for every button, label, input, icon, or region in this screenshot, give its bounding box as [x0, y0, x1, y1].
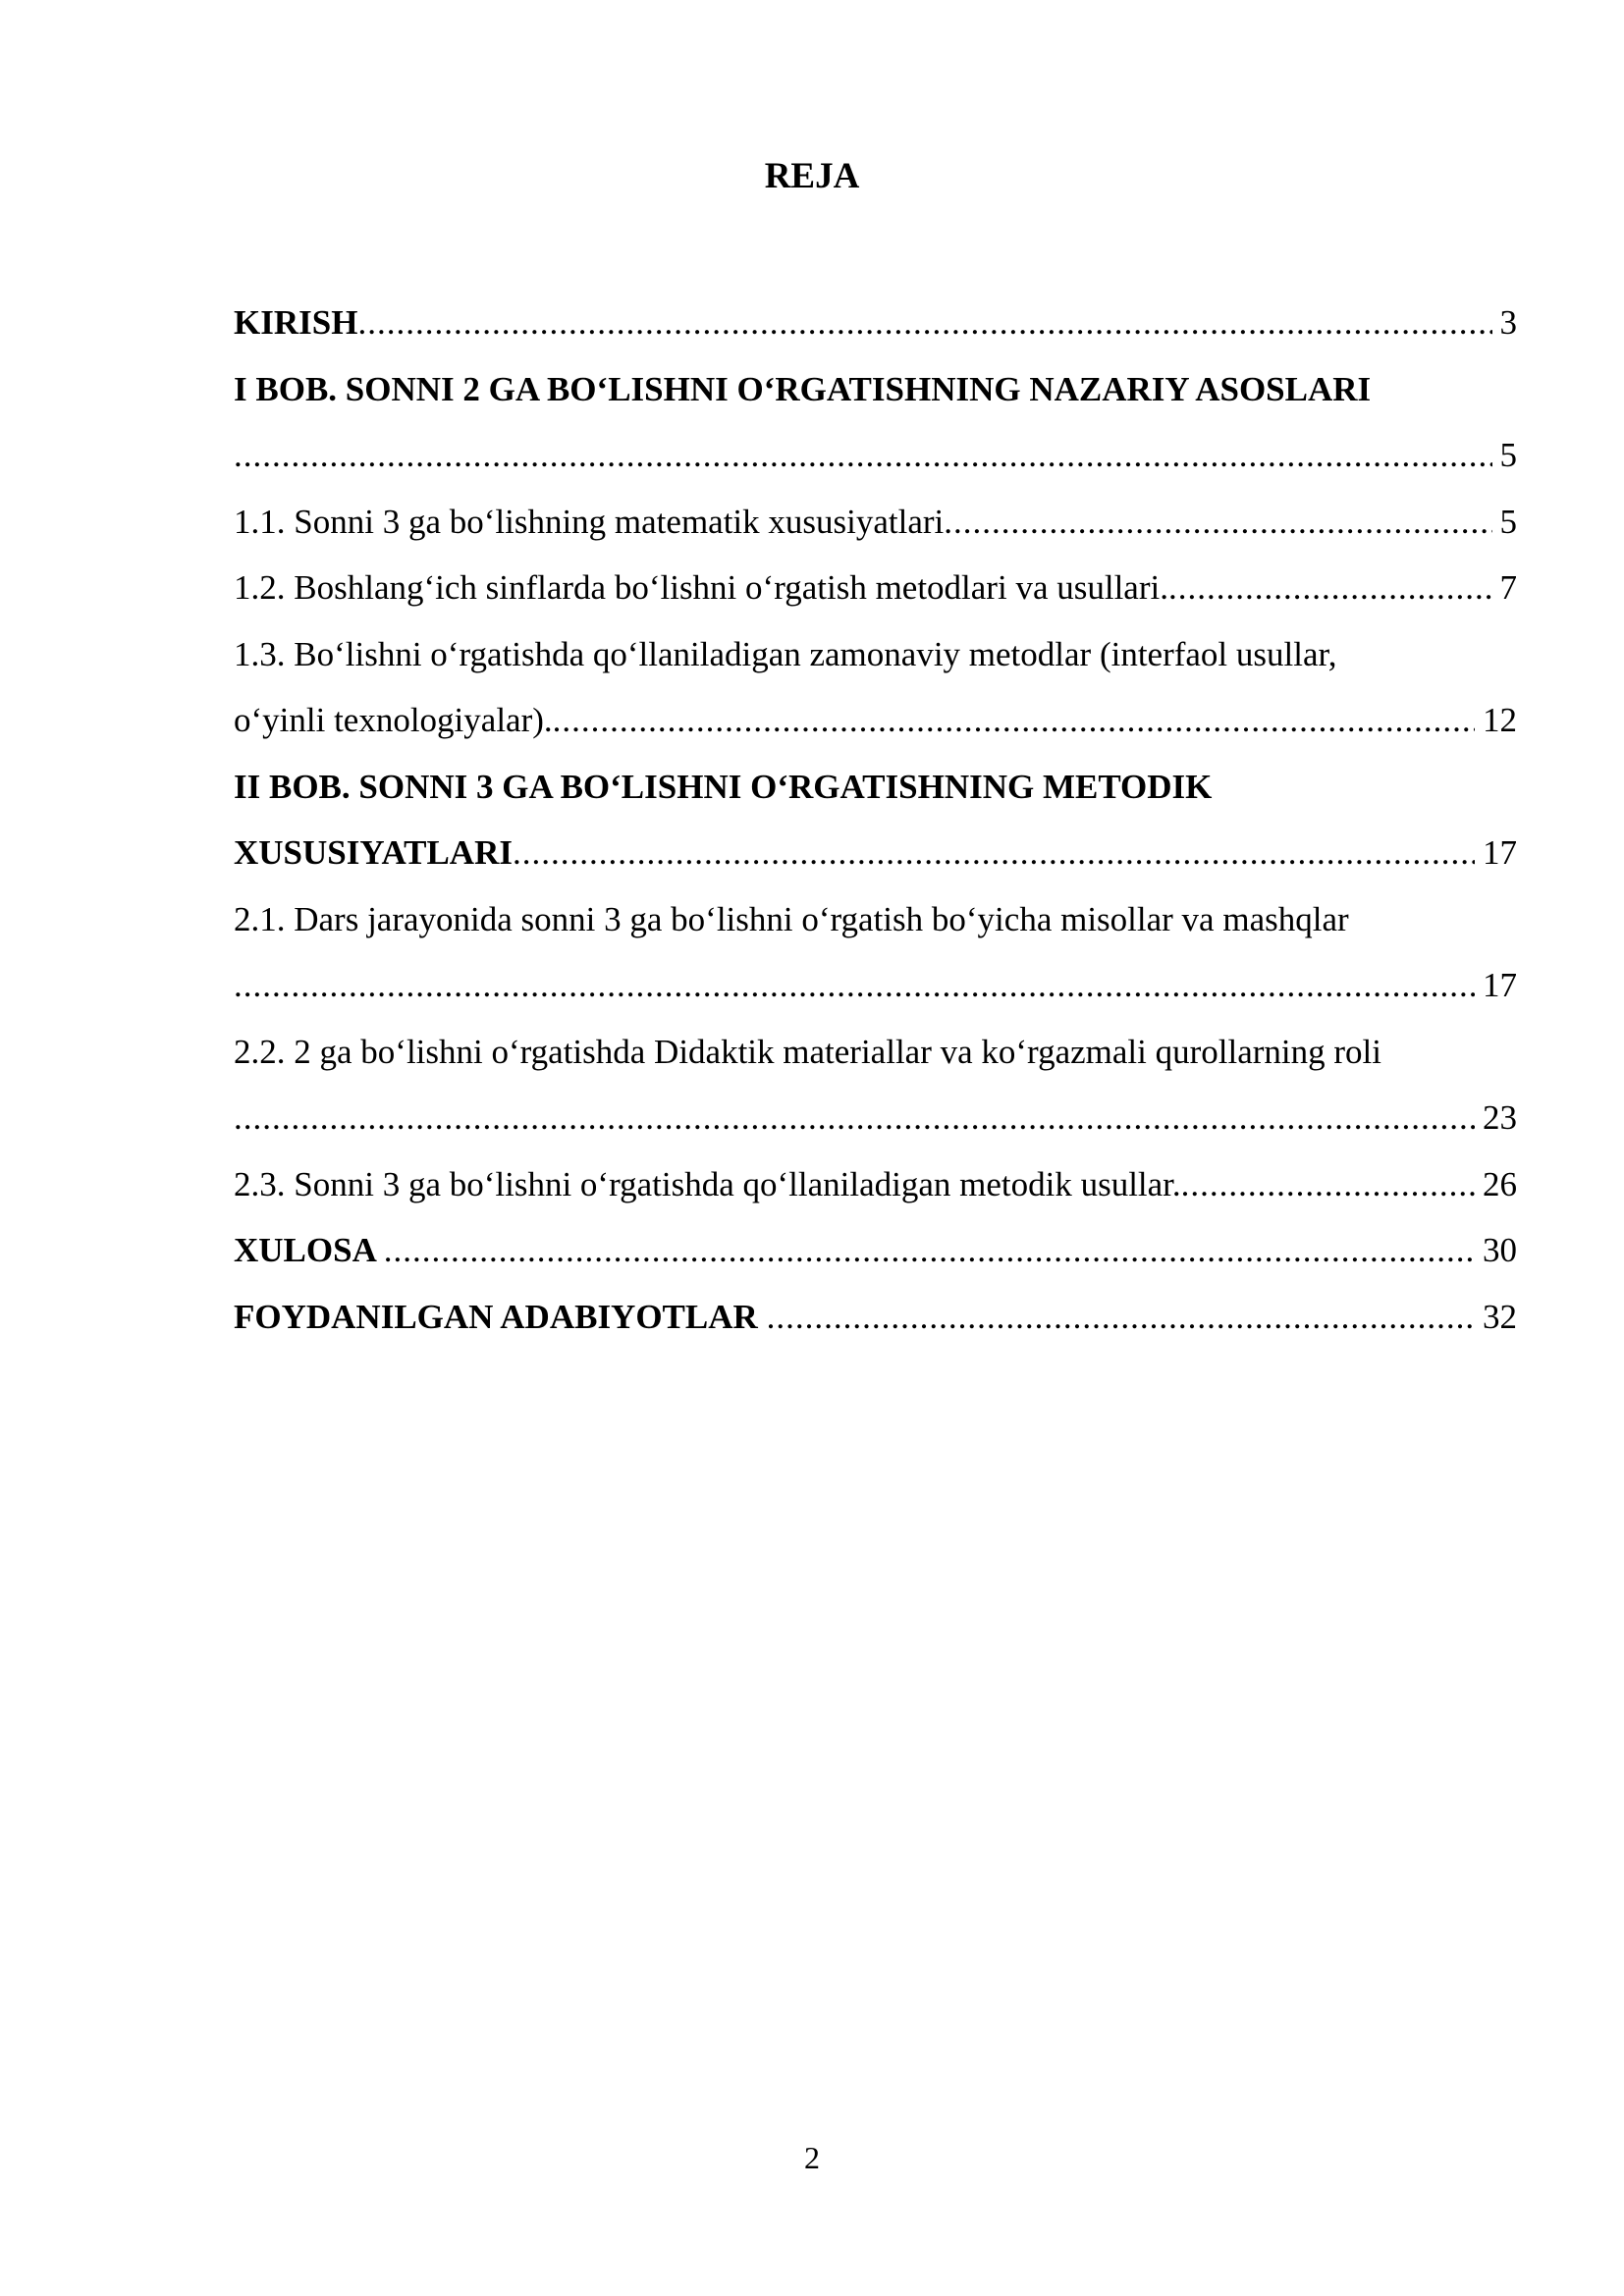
- toc-entry-text: 2.1. Dars jarayonida sonni 3 ga bo‘lishni o‘rgatish bo‘yicha misollar va mashqlar: [234, 899, 1349, 938]
- toc-leader-dots: [1181, 1151, 1475, 1218]
- toc-page-number: 5: [1499, 502, 1517, 541]
- page-number: 2: [804, 2140, 820, 2175]
- toc-entry-text-line2: o‘yinli texnologiyalar).: [234, 701, 553, 739]
- toc-entry-chapter-2[interactable]: [234, 754, 1517, 821]
- toc-entry-2-2-leader[interactable]: [234, 1085, 1517, 1151]
- toc-entry-1-3[interactable]: [234, 621, 1517, 688]
- toc-leader-dots: [944, 489, 1491, 556]
- toc-entry-2-1-leader[interactable]: [234, 952, 1517, 1019]
- toc-leader-dots: [513, 820, 1475, 886]
- toc-page-number: 32: [1483, 1297, 1517, 1336]
- toc-entry-chapter-1-leader[interactable]: [234, 422, 1517, 489]
- toc-entry-chapter-2-cont[interactable]: [234, 820, 1517, 886]
- toc-page-number: 3: [1499, 303, 1517, 342]
- toc-leader-dots: [384, 1217, 1475, 1284]
- toc-entry-1-3-cont[interactable]: [234, 687, 1517, 754]
- toc-leader-dots: [234, 952, 1475, 1019]
- toc-leader-dots: [553, 687, 1475, 754]
- toc-entry-2-1[interactable]: [234, 886, 1517, 953]
- toc-entry-chapter-1[interactable]: [234, 356, 1517, 423]
- toc-page-number: 17: [1483, 966, 1517, 1004]
- toc-page-number: 23: [1483, 1098, 1517, 1137]
- toc-page-number: 5: [1499, 436, 1517, 474]
- toc-leader-dots: [234, 1085, 1475, 1151]
- toc-entry-text: 1.2. Boshlang‘ich sinflarda bo‘lishni o‘rgatish metodlari va usullari.: [234, 568, 1168, 607]
- table-of-contents: [234, 290, 1517, 1350]
- toc-leader-dots: [357, 290, 1491, 356]
- toc-entry-1-2[interactable]: [234, 555, 1517, 621]
- toc-page-number: 17: [1483, 833, 1517, 872]
- toc-entry-text: 2.3. Sonni 3 ga bo‘lishni o‘rgatishda qo‘llaniladigan metodik usullar.: [234, 1164, 1181, 1203]
- toc-entry-1-1[interactable]: [234, 489, 1517, 556]
- toc-entry-2-2[interactable]: [234, 1019, 1517, 1086]
- toc-page-number: 12: [1483, 701, 1517, 739]
- toc-entry-text: I BOB. SONNI 2 GA BO‘LISHNI O‘RGATISHNING NAZARIY ASOSLARI: [234, 369, 1372, 408]
- toc-entry-text: 1.1. Sonni 3 ga bo‘lishning matematik xususiyatlari: [234, 502, 945, 541]
- toc-entry-text-line1: 1.3. Bo‘lishni o‘rgatishda qo‘llaniladigan zamonaviy metodlar (interfaol usullar,: [234, 634, 1337, 673]
- toc-entry-xulosa[interactable]: [234, 1217, 1517, 1284]
- toc-page-number: 26: [1483, 1164, 1517, 1203]
- toc-entry-kirish[interactable]: [234, 290, 1517, 356]
- toc-entry-text: 2.2. 2 ga bo‘lishni o‘rgatishda Didaktik materiallar va ko‘rgazmali qurollarning roli: [234, 1032, 1381, 1071]
- toc-page-number: 7: [1499, 568, 1517, 607]
- toc-leader-dots: [234, 422, 1492, 489]
- toc-entry-text: XULOSA: [234, 1231, 384, 1269]
- toc-entry-text-line1: II BOB. SONNI 3 GA BO‘LISHNI O‘RGATISHNING METODIK: [234, 767, 1213, 806]
- toc-entry-text: FOYDANILGAN ADABIYOTLAR: [234, 1297, 767, 1336]
- toc-entry-adabiyotlar[interactable]: [234, 1284, 1517, 1351]
- toc-page-number: 30: [1483, 1231, 1517, 1269]
- toc-leader-dots: [1168, 555, 1492, 621]
- toc-entry-text: KIRISH: [234, 303, 358, 342]
- toc-entry-text-line2: XUSUSIYATLARI: [234, 833, 513, 872]
- page-title: REJA: [764, 156, 860, 196]
- toc-entry-2-3[interactable]: [234, 1151, 1517, 1218]
- toc-leader-dots: [767, 1284, 1475, 1351]
